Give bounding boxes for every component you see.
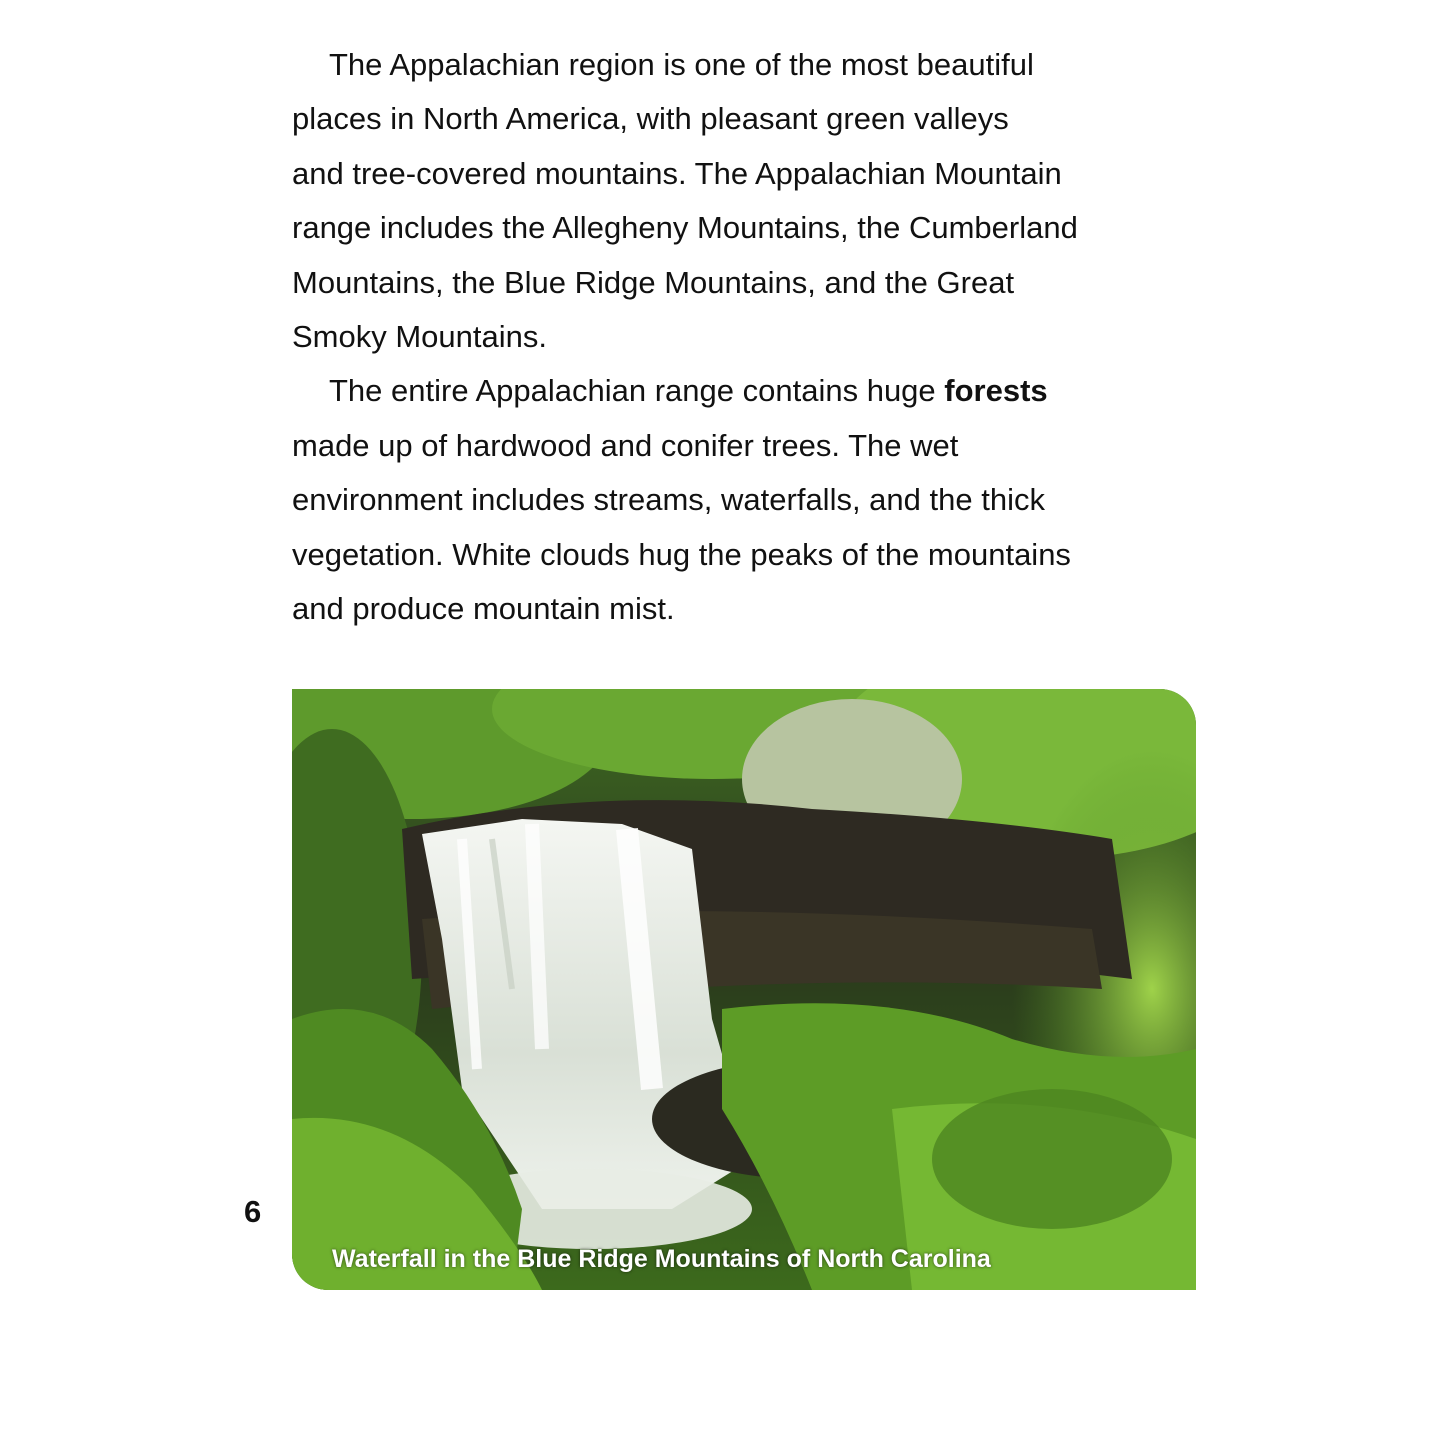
- body-text: [292, 38, 1192, 636]
- glossary-term-forests: forests: [944, 373, 1048, 409]
- waterfall-illustration: [292, 689, 1196, 1290]
- paragraph-1-line: and tree-covered mountains. The Appalachian Mountain: [292, 155, 1062, 191]
- paragraph-1-line: range includes the Allegheny Mountains, the Cumberland: [292, 210, 1078, 246]
- paragraph-2-line: and produce mountain mist.: [292, 591, 675, 627]
- paragraph-2-line: vegetation. White clouds hug the peaks of the mountains: [292, 536, 1071, 572]
- paragraph-2-text: The entire Appalachian range contains huge: [329, 373, 945, 409]
- waterfall-photo: [292, 689, 1196, 1290]
- paragraph-2-first-line: [292, 364, 1192, 418]
- paragraph-1-line: places in North America, with pleasant green valleys: [292, 101, 1009, 137]
- paragraph-1-line: Mountains, the Blue Ridge Mountains, and the Great: [292, 264, 1015, 300]
- paragraph-1: [292, 38, 1192, 364]
- paragraph-1-line: The Appalachian region is one of the most beautiful: [329, 47, 1034, 82]
- page-number: 6: [244, 1194, 262, 1229]
- paragraph-1-line: Smoky Mountains.: [292, 319, 547, 355]
- paragraph-2-line: environment includes streams, waterfalls, and the thick: [292, 482, 1045, 518]
- photo-caption: Waterfall in the Blue Ridge Mountains of North Carolina: [332, 1245, 991, 1273]
- paragraph-2: [292, 364, 1192, 636]
- paragraph-2-line: made up of hardwood and conifer trees. The wet: [292, 427, 959, 463]
